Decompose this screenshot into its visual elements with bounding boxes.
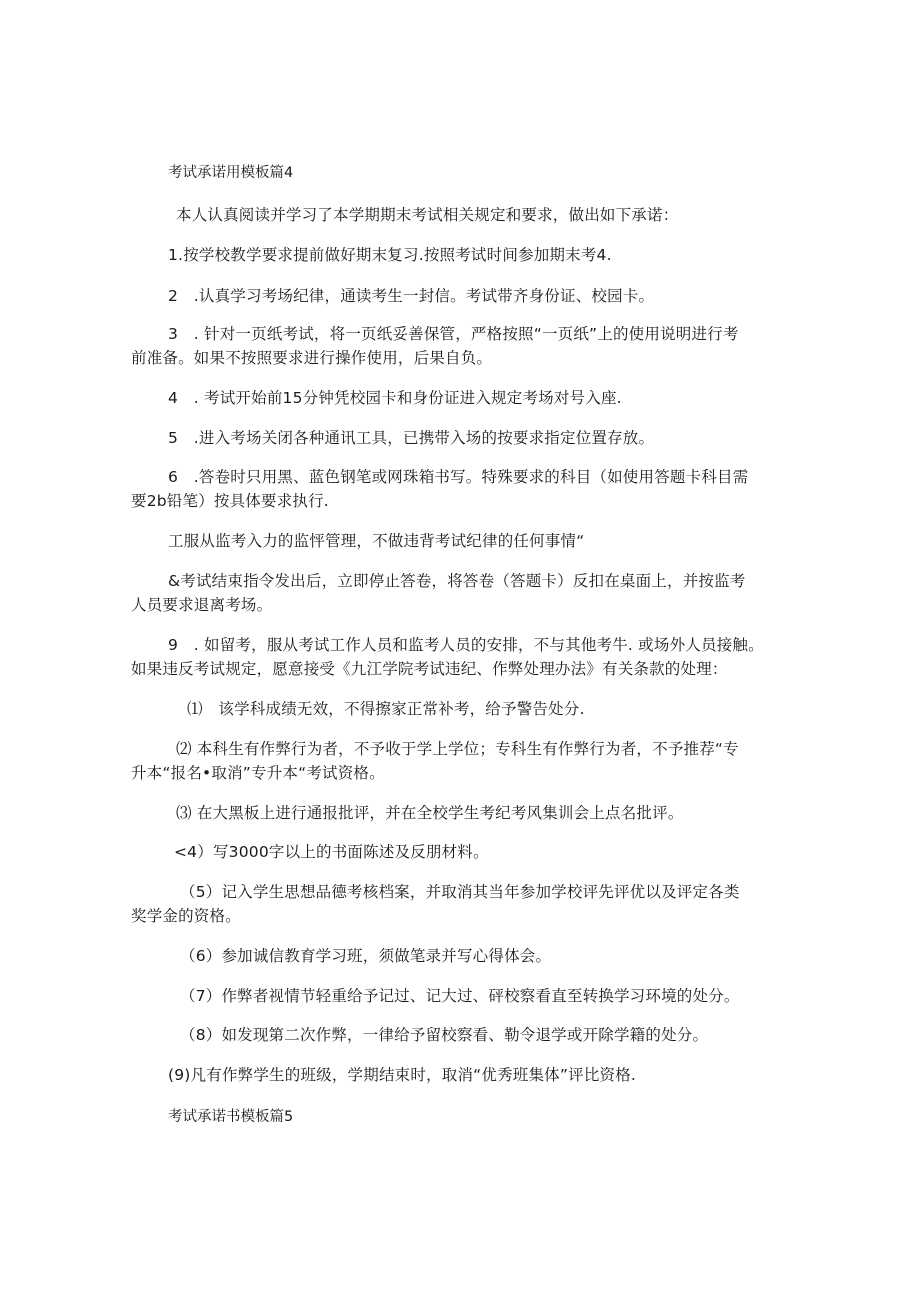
pledge-item-3-line-2: 前准备。如果不按照要求进行操作使用，后果自负。 — [131, 349, 493, 367]
pledge-item-1: 1.按学校教学要求提前做好期末复习.按照考试时间参加期末考4. — [168, 246, 612, 264]
intro-paragraph: 本人认真阅读并学习了本学期期末考试相关规定和要求，做出如下承诺： — [176, 206, 679, 224]
pledge-item-6-line-2: 要2b铅笔）按具体要求执行. — [131, 492, 329, 510]
penalty-item-7: （7）作弊者视情节轻重给予记过、记大过、砰校察看直至转换学习环境的处分。 — [180, 987, 740, 1005]
pledge-item-7: 工服从监考入力的监怦管理，不做违背考试纪律的任何事情“ — [168, 532, 585, 550]
penalty-item-5-line-1: （5）记入学生思想品德考核档案，并取消其当年参加学校评先评优以及评定各类 — [180, 883, 740, 901]
pledge-item-9-line-1: 9 . 如留考，服从考试工作人员和监考人员的安排，不与其他考牛. 或场外人员接触。 — [168, 636, 764, 654]
pledge-item-9-line-2: 如果违反考试规定，愿意接受《九江学院考试违纪、作弊处理办法》有关条款的处理： — [131, 660, 728, 678]
penalty-item-2-line-2: 升本“报名•取消”专升本“考试资格。 — [131, 764, 385, 782]
penalty-item-5-line-2: 奖学金的资格。 — [131, 907, 241, 925]
penalty-item-6: （6）参加诚信教育学习班，须做笔录并写心得体会。 — [180, 947, 552, 965]
pledge-item-5: 5 .进入考场关闭各种通讯工具，已携带入场的按要求指定位置存放。 — [168, 429, 655, 447]
penalty-item-2-line-1: ⑵ 本科生有作弊行为者，不予收于学上学位；专科生有作弊行为者，不予推荐“专 — [176, 740, 739, 758]
pledge-item-3-line-1: 3 . 针对一页纸考试，将一页纸妥善保管，严格按照“一页纸”上的使用说明进行考 — [168, 325, 739, 343]
penalty-item-1: ⑴ 该学科成绩无效，不得擦家正常补考，给予警告处分. — [187, 700, 585, 718]
pledge-item-4: 4 . 考试开始前15分钟凭校园卡和身份证进入规定考场对号入座. — [168, 389, 622, 407]
section-heading-4: 考试承诺用模板篇4 — [168, 165, 294, 181]
penalty-item-4: <4）写3000字以上的书面陈述及反朋材料。 — [174, 843, 489, 861]
penalty-item-9: (9)凡有作弊学生的班级，学期结束时，取消“优秀班集体”评比资格. — [168, 1066, 637, 1084]
penalty-item-8: （8）如发现第二次作弊，一律给予留校察看、勒令退学或开除学籍的处分。 — [180, 1026, 709, 1044]
section-heading-5: 考试承诺书模板篇5 — [168, 1109, 294, 1125]
pledge-item-6-line-1: 6 .答卷时只用黑、蓝色钢笔或网珠箱书写。特殊要求的科目（如使用答题卡科目需 — [168, 468, 749, 486]
pledge-item-8-line-1: &考试结束指令发出后，立即停止答卷，将答卷（答题卡）反扣在桌面上，并按监考 — [168, 572, 746, 590]
pledge-item-2: 2 .认真学习考场纪律，通读考生一封信。考试带齐身份证、校园卡。 — [168, 287, 655, 305]
pledge-item-8-line-2: 人员要求退离考场。 — [131, 596, 273, 614]
penalty-item-3: ⑶ 在大黑板上进行通报批评，并在全校学生考纪考风集训会上点名批评。 — [176, 804, 684, 822]
